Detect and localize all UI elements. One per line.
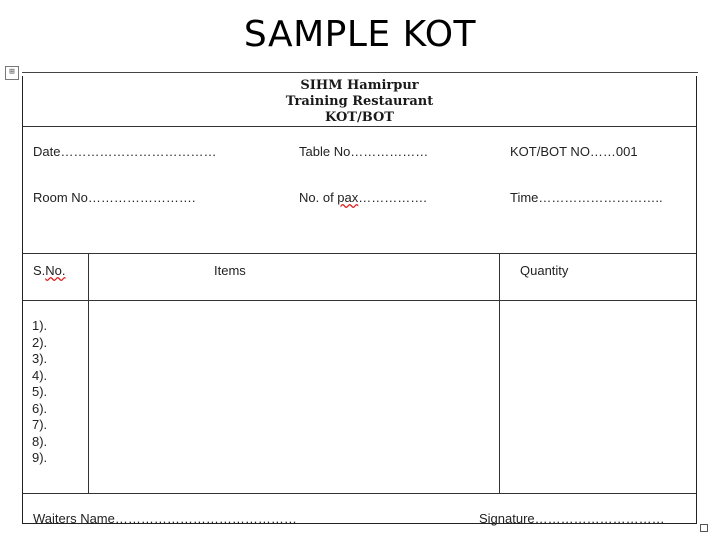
col-header-items: Items bbox=[214, 263, 246, 278]
kot-form bbox=[22, 76, 697, 524]
col-separator-1 bbox=[88, 253, 89, 493]
waiter-name-field: Waiters Name…………………………………… bbox=[33, 511, 297, 526]
slide-title: SAMPLE KOT bbox=[243, 14, 477, 55]
table-row: 7). bbox=[32, 417, 48, 432]
col-sno-label: S. bbox=[33, 263, 46, 278]
room-no-label: Room No bbox=[33, 190, 88, 205]
table-row: 9). bbox=[32, 450, 48, 465]
table-row: 1). bbox=[32, 318, 48, 333]
table-no-field: Table No……………… bbox=[299, 144, 429, 159]
resize-handle-icon[interactable] bbox=[700, 524, 708, 532]
table-row: 6). bbox=[32, 400, 48, 416]
pax-label: No. of bbox=[299, 190, 338, 205]
divider-table-top bbox=[23, 253, 696, 254]
table-row: 2). bbox=[32, 334, 48, 350]
header-institution: SIHM Hamirpur bbox=[300, 78, 419, 93]
row-number-list bbox=[32, 318, 47, 467]
header-form-name: KOT/BOT bbox=[325, 110, 394, 125]
col-sno-word: No. bbox=[45, 263, 66, 278]
table-row: 3). bbox=[32, 351, 48, 366]
divider-table-header bbox=[23, 300, 696, 301]
table-row: 5). bbox=[32, 384, 48, 399]
divider-header bbox=[23, 126, 696, 127]
date-field: Date……………………………… bbox=[33, 144, 217, 159]
col-header-sno bbox=[33, 263, 66, 278]
table-row: 4). bbox=[32, 367, 48, 383]
room-no-dots: ……………………. bbox=[87, 190, 196, 205]
table-row: 8). bbox=[32, 433, 48, 449]
col-separator-2 bbox=[499, 253, 500, 493]
page-top-border bbox=[22, 72, 698, 73]
kot-no-field: KOT/BOT NO……001 bbox=[510, 144, 638, 159]
signature-field: Signature………………………… bbox=[479, 511, 665, 526]
divider-table-bottom bbox=[23, 493, 696, 494]
header-restaurant: Training Restaurant bbox=[285, 94, 434, 109]
form-header bbox=[23, 78, 696, 126]
pax-word: pax bbox=[337, 190, 359, 205]
pax-dots: ……………. bbox=[358, 190, 427, 205]
col-header-quantity: Quantity bbox=[520, 263, 569, 278]
move-handle-icon[interactable]: ⊞ bbox=[5, 66, 19, 80]
time-field: Time……………………….. bbox=[510, 190, 663, 205]
room-no-field bbox=[33, 190, 196, 205]
pax-field bbox=[299, 190, 427, 205]
